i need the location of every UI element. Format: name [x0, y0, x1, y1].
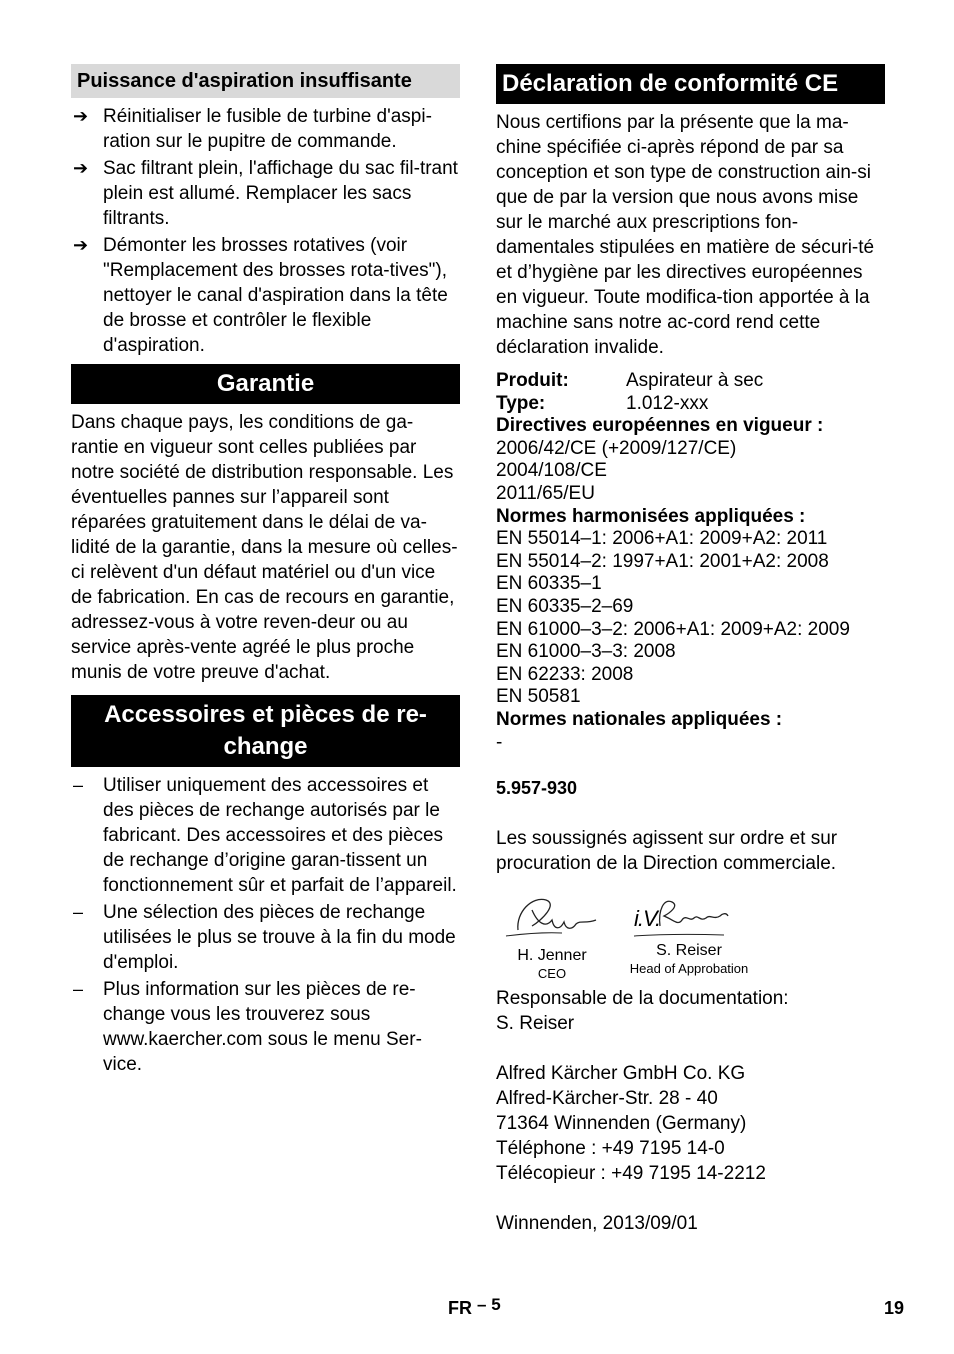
- address-line: 71364 Winnenden (Germany): [496, 1113, 747, 1135]
- list-item: – Utiliser uniquement des accessoires et des pièces de rechange autorisés par le fabricant. Des accessoires et des pièces de rechange d’origine garan-tissent un fonctionnement sûr et parfait de l’appareil.: [73, 775, 457, 896]
- directive-item: 2011/65/EU: [496, 482, 595, 504]
- product-label: Produit:: [496, 370, 569, 391]
- page-number: 19: [884, 1298, 905, 1318]
- signer-role: Head of Approbation: [629, 961, 749, 977]
- doc-responsible-name: S. Reiser: [496, 1013, 575, 1035]
- doc-responsible-label: Responsable de la documentation:: [496, 988, 789, 1010]
- dash-bullet-icon: –: [73, 775, 84, 795]
- footer-language: FR – 5: [448, 1295, 501, 1318]
- dash-bullet-icon: –: [73, 902, 84, 922]
- harmonized-label: Normes harmonisées appliquées :: [496, 505, 806, 527]
- directive-item: 2006/42/CE (+2009/127/CE): [496, 437, 737, 459]
- product-row: [496, 370, 885, 393]
- warranty-text: Dans chaque pays, les conditions de ga-rantie en vigueur sont celles publiées par notre société de distribution responsable. Les éventuelles pannes sur l’appareil sont réparées gratuitement dans le délai de va-lidité de la garantie, dans la mesure où celles-ci relèvent d'un défaut matériel ou d'un vice de fabrication. En cas de recours en garantie, adressez-vous à votre reven-deur ou au service après-vente agréé le plus proche munis de votre preuve d'achat.: [71, 412, 458, 683]
- accessories-heading: Accessoires et pièces de re-change: [71, 695, 460, 767]
- warranty-heading: Garantie: [71, 364, 460, 404]
- directives-label: Directives européennes en vigueur :: [496, 415, 824, 437]
- signer-name: S. Reiser: [656, 942, 722, 960]
- harmonized-item: EN 60335–2–69: [496, 595, 634, 617]
- signatures: [496, 890, 885, 980]
- list-item: ➔ Démonter les brosses rotatives (voir "Remplacement des brosses rota-tives"), nettoyer le canal d'aspiration dans la tête de brosse et contrôler le flexible d'aspiration.: [73, 235, 448, 356]
- spec-block: [496, 370, 885, 754]
- harmonized-item: EN 55014–1: 2006+A1: 2009+A2: 2011: [496, 528, 828, 550]
- harmonized-item: EN 55014–2: 1997+A1: 2001+A2: 2008: [496, 550, 829, 572]
- handwritten-signature-icon: [502, 890, 602, 942]
- arrow-right-icon: ➔: [73, 106, 89, 126]
- harmonized-item: EN 60335–1: [496, 573, 602, 595]
- harmonized-item: EN 62233: 2008: [496, 663, 634, 685]
- type-row: [496, 393, 885, 416]
- list-item: – Plus information sur les pièces de re-change vous les trouverez sous www.kaercher.com sous le menu Ser-vice.: [73, 979, 422, 1075]
- ce-heading: Déclaration de conformité CE: [496, 64, 885, 104]
- list-item: – Une sélection des pièces de rechange utilisées le plus se trouve à la fin du mode d'emploi.: [73, 902, 456, 973]
- arrow-right-icon: ➔: [73, 158, 89, 178]
- directive-item: 2004/108/CE: [496, 460, 607, 482]
- product-value: Aspirateur à sec: [626, 370, 764, 391]
- arrow-right-icon: ➔: [73, 235, 89, 255]
- list-item: ➔ Réinitialiser le fusible de turbine d'aspi-ration sur le pupitre de commande.: [73, 106, 432, 152]
- document-number: 5.957-930: [496, 778, 578, 799]
- signature-prefix: i.V.: [634, 906, 661, 932]
- signer-name: H. Jenner: [517, 947, 587, 965]
- harmonized-item: EN 61000–3–2: 2006+A1: 2009+A2: 2009: [496, 618, 850, 640]
- address-line: Téléphone : +49 7195 14-0: [496, 1138, 725, 1160]
- suction-list: [71, 104, 460, 358]
- harmonized-item: EN 61000–3–3: 2008: [496, 641, 676, 663]
- address-line: Alfred-Kärcher-Str. 28 - 40: [496, 1088, 718, 1110]
- ce-text: Nous certifions par la présente que la ma-chine spécifiée ci-après répond de par sa conception et son type de construction ain-si que de par la version que nous avons mise sur le marché aux prescriptions fon-damentales stipulées en matière de sécuri-té et d’hygiène par les directives européennes en vigueur. Toute modifica-tion apportée à la machine sans notre ac-cord rend cette déclaration invalide.: [496, 112, 875, 358]
- address-line: Télécopieur : +49 7195 14-2212: [496, 1163, 766, 1185]
- handwritten-signature-icon: [624, 890, 754, 942]
- dash-bullet-icon: –: [73, 979, 84, 999]
- right-column: [496, 64, 885, 1236]
- signature-jenner: [502, 890, 602, 983]
- signatories-text: Les soussignés agissent sur ordre et sur procuration de la Direction commerciale.: [496, 828, 838, 875]
- signer-role: CEO: [537, 966, 567, 982]
- list-item: ➔ Sac filtrant plein, l'affichage du sac fil-trant plein est allumé. Remplacer les sacs filtrants.: [73, 158, 458, 229]
- place-date: Winnenden, 2013/09/01: [496, 1213, 698, 1235]
- accessories-list: [71, 773, 460, 1077]
- footer-section: – 5: [477, 1295, 501, 1314]
- address-line: Alfred Kärcher GmbH Co. KG: [496, 1063, 746, 1085]
- type-label: Type:: [496, 392, 546, 414]
- harmonized-item: EN 50581: [496, 686, 581, 708]
- left-column: [71, 64, 460, 1079]
- type-value: 1.012-xxx: [626, 392, 709, 414]
- national-value: -: [496, 731, 503, 753]
- national-label: Normes nationales appliquées :: [496, 708, 783, 730]
- signature-reiser: [624, 890, 754, 978]
- suction-heading: Puissance d'aspiration insuffisante: [71, 64, 460, 98]
